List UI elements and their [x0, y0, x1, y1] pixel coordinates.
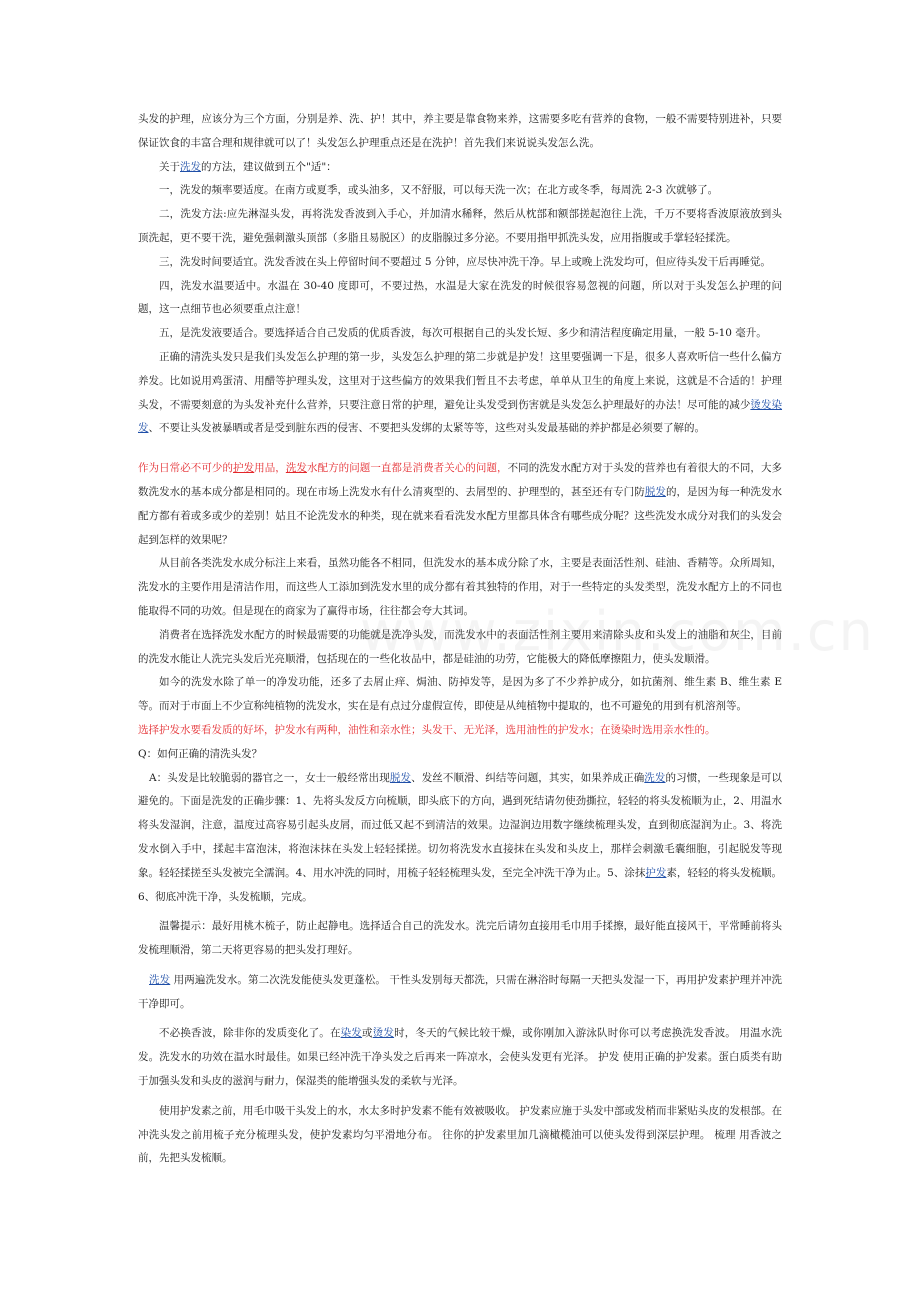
link-hufa-answer[interactable]: 护发 — [645, 866, 667, 879]
paragraph-shampoo-formula: 作为日常必不可少的护发用品，洗发水配方的问题一直都是消费者关心的问题，不同的洗发水配方对于头发的营养也有着很大的不同，大多数洗发水的基本成分都是相同的。现在市场上洗发水有什么清爽型的、去屑型的、护理型的，甚至还有专门防脱发的，是因为每一种洗发水配方都有着或多或少的差别！姑且不论洗发水的种类，现在就来看看洗发水配方里都具体含有哪些成分呢？这些洗发水成分对我们的头发会起到怎样的效果呢？ — [138, 462, 783, 546]
link-hufa[interactable]: 护发 — [233, 462, 255, 475]
paragraph-rule-2: 二，洗发方法:应先淋湿头发，再将洗发香波到入手心，并加清水稀释，然后从枕部和额部搓起泡往上洗，千万不要将香波原液放到头顶洗起，更不要干洗，避免强刺激头顶部（多脂且易脱区）的皮脂腺过多分泌。不要用指甲抓洗头发，应用指腹或手掌轻轻揉洗。 — [138, 208, 782, 244]
paragraph-conditioner-use: 使用护发素之前，用毛巾吸干头发上的水，水太多时护发素不能有效被吸收。 护发素应施于头发中部或发梢而非紧贴头皮的发根部。在冲洗头发之前用梳子充分梳理头发，使护发素均匀平滑地分布。 往你的护发素里加几滴橄榄油可以使头发得到深层护理。 梳理 用香波之前，先把头发梳顺。 — [138, 1104, 782, 1165]
paragraph-intro: 头发的护理，应该分为三个方面，分别是养、洗、护！其中，养主要是靠食物来养，这需要多吃有营养的食物，一般不需要特别进补，只要保证饮食的丰富合理和规律就可以了！头发怎么护理重点还是在洗护！首先我们来说说头发怎么洗。 — [138, 113, 782, 149]
link-xifa-tip[interactable]: 洗发 — [149, 973, 171, 986]
link-ranfa[interactable]: 染发 — [340, 1027, 362, 1040]
link-tangfa-ranfa[interactable]: 烫发染发 — [138, 398, 783, 435]
link-xifa-answer[interactable]: 洗发 — [644, 771, 666, 784]
link-xifa[interactable]: 洗发 — [180, 160, 201, 173]
paragraph-wash-twice: 洗发 用两遍洗发水。第二次洗发能使头发更蓬松。 干性头发别每天都洗，只需在淋浴时每隔一天把头发湿一下，再用护发素护理并冲洗干净即可。 — [138, 973, 782, 1010]
paragraph-consumer-choice: 消费者在选择洗发水配方的时候最需要的功能就是洗净头发，而洗发水中的表面活性剂主要用来清除头皮和头发上的油脂和灰尘，目前的洗发水能让人洗完头发后光亮顺滑，包括现在的一些化妆品中，都是硅油的功劳，它能极大的降低摩擦阻力，使头发顺滑。 — [138, 628, 782, 665]
paragraph-conditioner-choice: 选择护发水要看发质的好坏，护发水有两种，油性和亲水性；头发干、无光泽，选用油性的护发水；在烫染时选用亲水性的。 — [138, 723, 716, 736]
link-tuofa[interactable]: 脱发 — [644, 485, 666, 498]
paragraph-rule-3: 三，洗发时间要适宜。洗发香波在头上停留时间不要超过 5 分钟，应尽快冲洗干净。早上或晚上洗发均可，但应待头发干后再睡觉。 — [159, 255, 771, 268]
link-xifa-red[interactable]: 洗发 — [285, 462, 307, 475]
paragraph-rule-4: 四，洗发水温要适中。水温在 30-40 度即可，不要过热，水温是大家在洗发的时候很容易忽视的问题，所以对于头发怎么护理的问题，这一点细节也必须要重点注意！ — [138, 279, 782, 316]
question: Q：如何正确的清洗头发？ — [138, 747, 263, 760]
paragraph-care-step-2: 正确的清洗头发只是我们头发怎么护理的第一步，头发怎么护理的第二步就是护发！这里要强调一下是，很多人喜欢听信一些什么偏方养发。比如说用鸡蛋清、用醋等护理头发，这里对于这些偏方的效果我们暂且不去考虑，单单从卫生的角度上来说，这就是不合适的！护理头发，不需要刻意的为头发补充什么营养，只要注意日常的护理，避免让头发受到伤害就是头发怎么护理最好的办法！尽可能的减少烫发染发、不要让头发被暴晒或者是受到脏东西的侵害、不要把头发绑的太紧等等，这些对头发最基础的养护都是必须要了解的。 — [138, 350, 783, 435]
paragraph-rule-1: 一，洗发的频率要适度。在南方或夏季，或头油多，又不舒服，可以每天洗一次；在北方或冬季，每周洗 2-3 次就够了。 — [159, 184, 719, 197]
paragraph-tip: 温馨提示：最好用桃木梳子，防止起静电。选择适合自己的洗发水。洗完后请勿直接用毛巾用手揉擦，最好能直接风干，平常睡前将头发梳理顺滑，第二天将更容易的把头发打理好。 — [138, 920, 782, 957]
paragraph-wash-methods: 关于洗发的方法，建议做到五个"适"： — [159, 160, 337, 173]
answer: A：头发是比较脆弱的器官之一，女士一般经常出现脱发、发丝不顺滑、纠结等问题，其实，如果养成正确洗发的习惯，一些现象是可以避免的。下面是洗发的正确步骤：1、先将头发反方向梳顺，即头底下的方向，遇到死结请勿使劲撕拉，轻轻的将头发梳顺为止，2、用温水将头发湿润，注意，温度过高容易引起头皮屑，而过低又起不到清洁的效果。边湿润边用数字继续梳理头发，直到彻底湿润为止。3、将洗发水倒入手中，揉起丰富泡沫，将泡沫抹在头发上轻轻揉搓。切勿将洗发水直接抹在头发和头皮上，那样会刺激毛囊细胞，引起脱发等现象。轻轻揉搓至头发被完全濡润。4、用水冲洗的同时，用梳子轻轻梳理头发，至完全冲洗干净为止。5、涂抹护发素，轻轻的将头发梳顺。6、彻底冲洗干净，头发梳顺，完成。 — [138, 771, 783, 903]
section-gap — [138, 441, 782, 457]
document-body — [138, 108, 782, 1171]
paragraph-change-shampoo: 不必换香波，除非你的发质变化了。在染发或烫发时，冬天的气候比较干燥，或你刚加入游泳队时你可以考虑换洗发香波。 用温水洗发。洗发水的功效在温水时最佳。如果已经冲洗干净头发之后再来一阵凉水，会使头发更有光泽。 护发 使用正确的护发素。蛋白质类有助于加强头发和头皮的滋润与耐力，保湿类的能增强头发的柔软与光泽。 — [138, 1027, 783, 1088]
paragraph-rule-5: 五，是洗发液要适合。要选择适合自己发质的优质香波，每次可根据自己的头发长短、多少和清洁程度确定用量，一般 5-10 毫升。 — [159, 327, 767, 340]
paragraph-ingredients: 从目前各类洗发水成分标注上来看，虽然功能各不相同，但洗发水的基本成分除了水，主要是表面活性剂、硅油、香精等。众所周知，洗发水的主要作用是清洁作用，而这些人工添加到洗发水里的成分都有着其独特的作用，对于一些特定的头发类型，洗发水配方上的不同也能取得不同的功效。但是现在的商家为了赢得市场，往往都会夸大其词。 — [138, 557, 782, 617]
link-tuofa-answer[interactable]: 脱发 — [389, 771, 412, 784]
link-tangfa[interactable]: 烫发 — [372, 1027, 395, 1040]
paragraph-modern-shampoo: 如今的洗发水除了单一的净发功能，还多了去屑止痒、焗油、防掉发等，是因为多了不少养护成分，如抗菌剂、维生素 B、维生素 E 等。而对于市面上不少宣称纯植物的洗发水，实在是有点过分虚假宣传，即使是从纯植物中提取的，也不可避免的用到有机溶剂等。 — [138, 676, 782, 713]
